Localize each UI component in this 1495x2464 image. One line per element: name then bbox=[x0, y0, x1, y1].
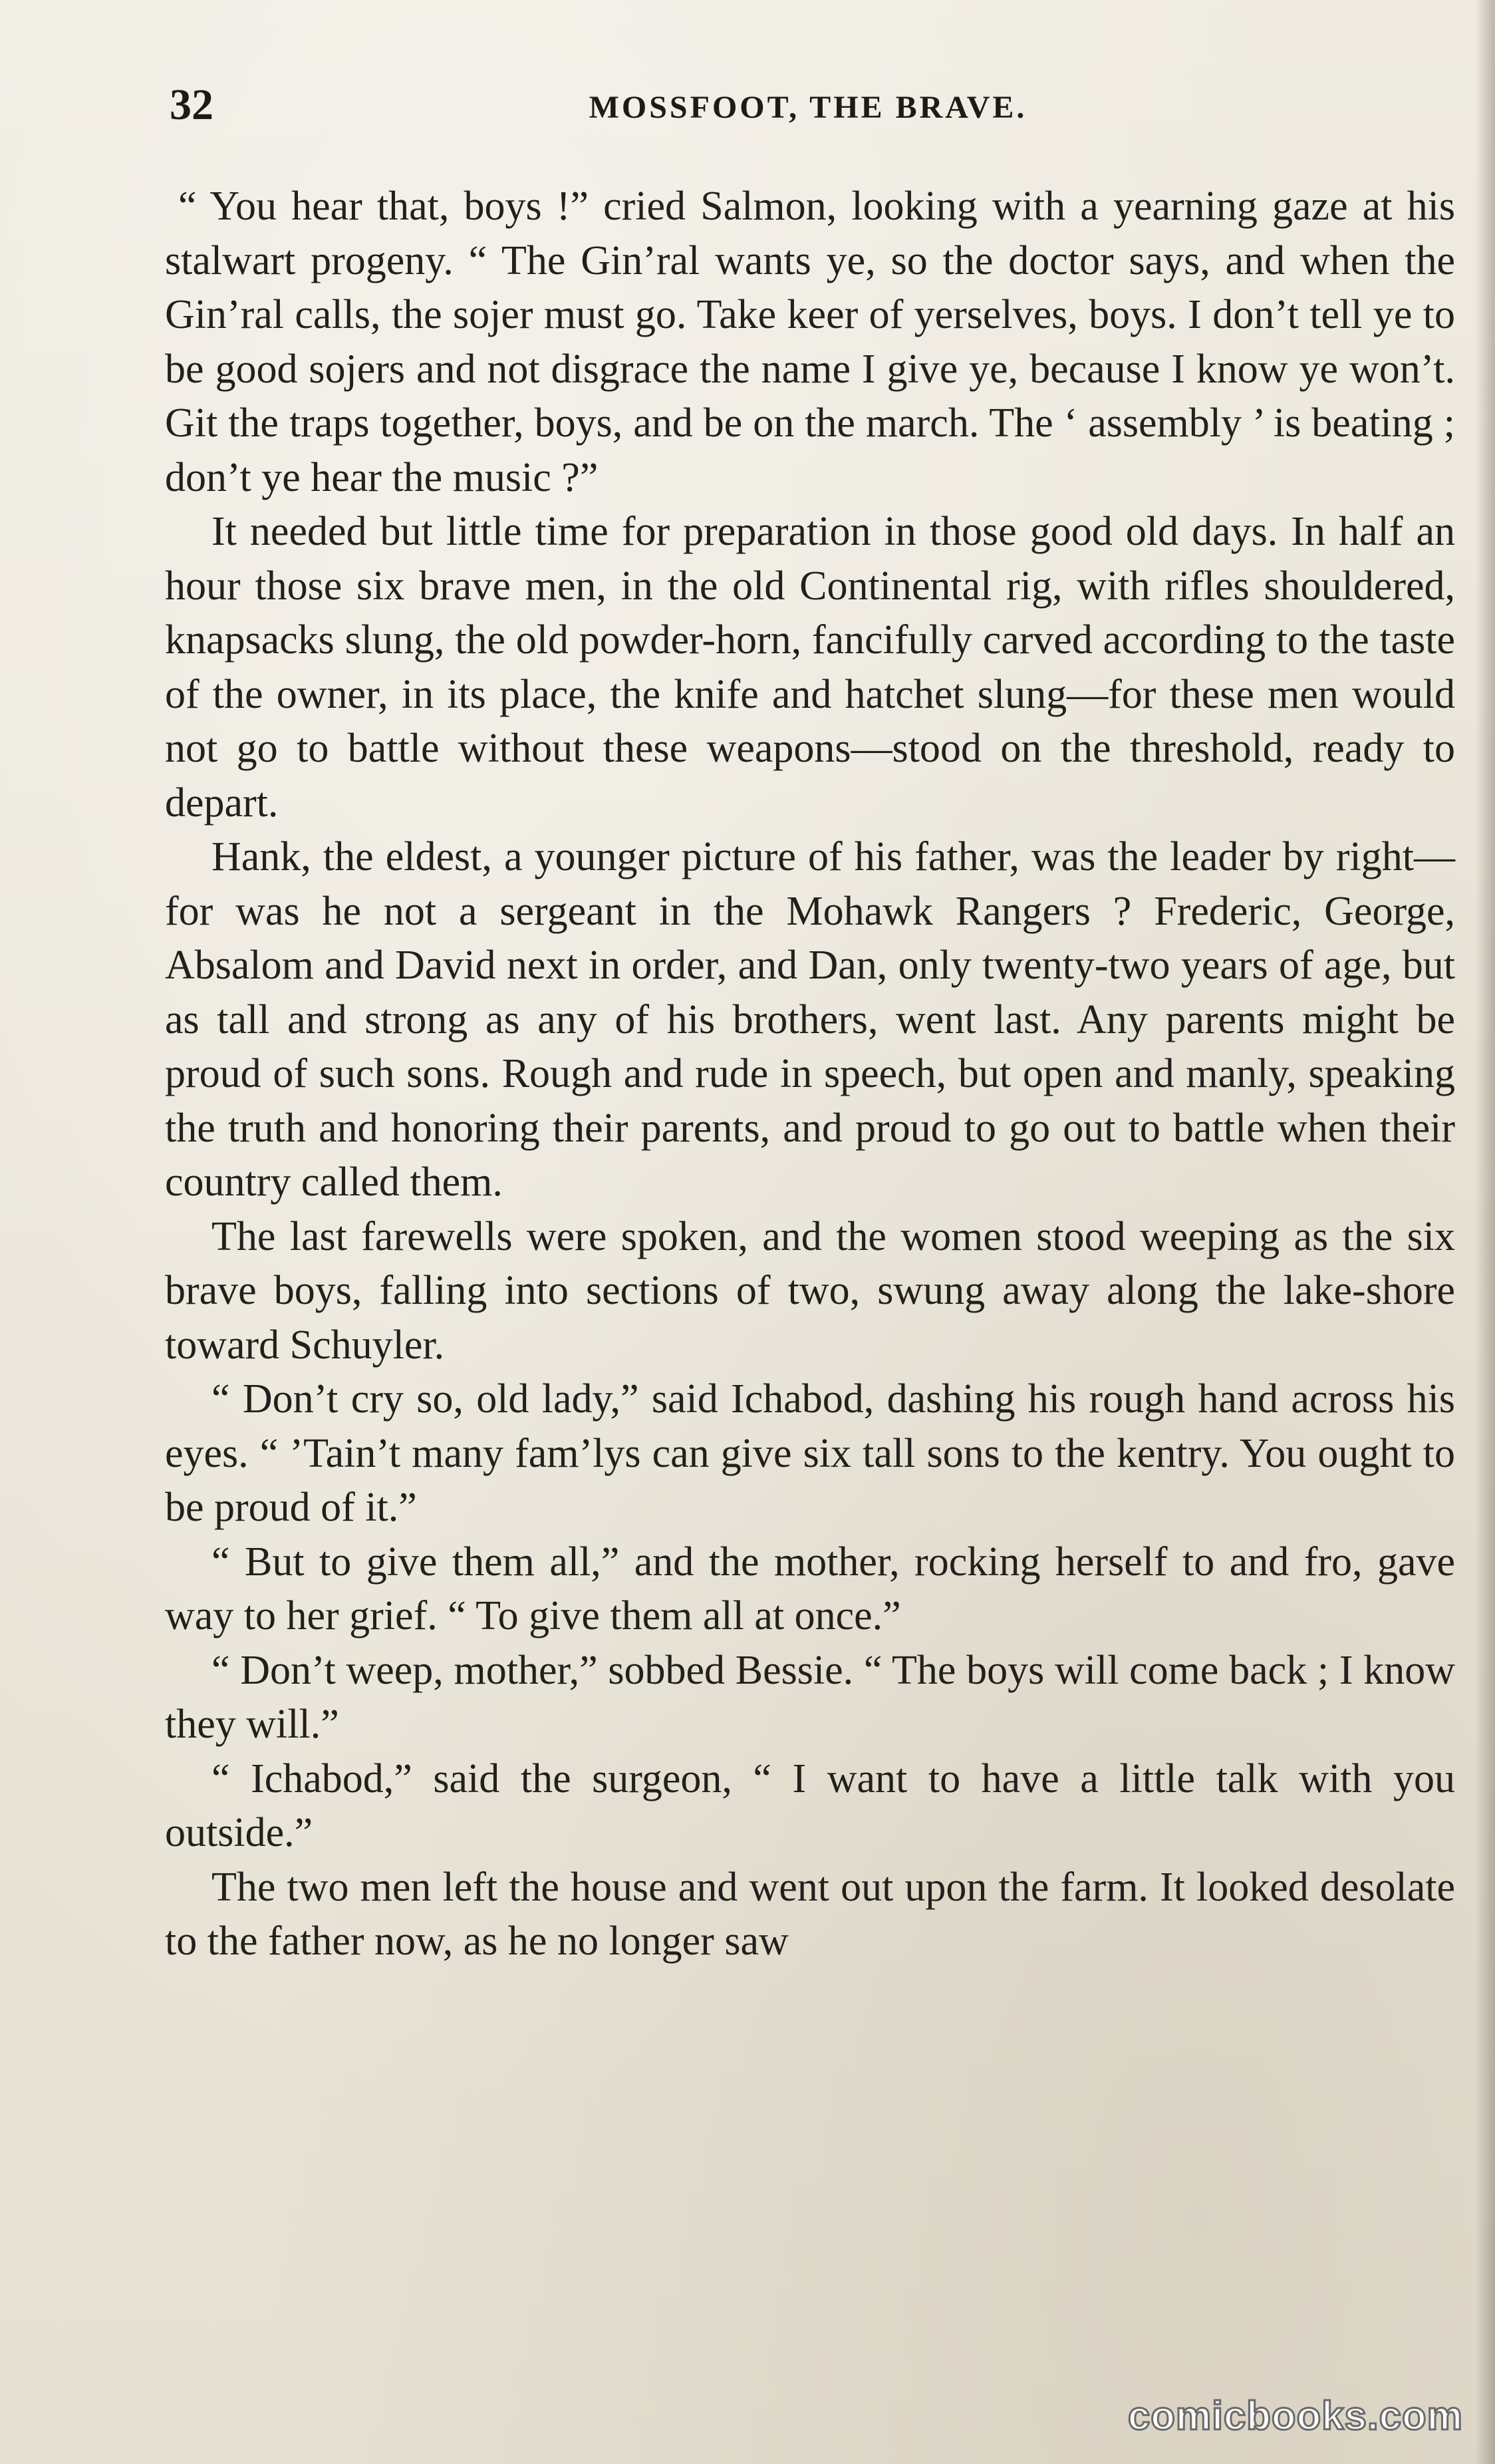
page-number: 32 bbox=[170, 80, 213, 129]
paragraph: “ Ichabod,” said the surgeon, “ I want to have a little talk with you outside.” bbox=[165, 1756, 1455, 1855]
paragraph: “ Don’t weep, mother,” sobbed Bessie. “ The boys will come back ; I know they will.” bbox=[165, 1647, 1455, 1747]
paragraph: “ But to give them all,” and the mother, rocking herself to and fro, gave way to her grief. “ To give them all at once.” bbox=[165, 1539, 1455, 1638]
page-edge-shadow bbox=[1475, 0, 1495, 2464]
paragraph: It needed but little time for preparation in those good old days. In half an hour those six brave men, in the old Continental rig, with rifles shouldered, knapsacks slung, the old powder-horn, fancifully carved according to the taste of the owner, in its place, the knife and hatchet slung—for these men would not go to battle without these weapons—stood on the threshold, ready to depart. bbox=[165, 509, 1455, 826]
paragraph: “ You hear that, boys !” cried Salmon, looking with a yearning gaze at his stalwart progeny. “ The Gin’ral wants ye, so the doctor says, and when the Gin’ral calls, the sojer must go. Take keer of yerselves, boys. I don’t tell ye to be good sojers and not disgrace the name I give ye, because I know ye won’t. Git the traps together, boys, and be on the march. The ‘ assembly ’ is beating ; don’t ye hear the music ?” bbox=[165, 184, 1455, 500]
paragraph: The last farewells were spoken, and the women stood weeping as the six brave boys, falling into sections of two, swung away along the lake-shore toward Schuyler. bbox=[165, 1213, 1455, 1368]
paragraph: The two men left the house and went out upon the farm. It looked desolate to the father now, as he no longer saw bbox=[165, 1864, 1455, 1964]
page-header bbox=[170, 80, 1446, 140]
paragraph: “ Don’t cry so, old lady,” said Ichabod, dashing his rough hand across his eyes. “ ’Tain’t many fam’lys can give six tall sons to the kentry. You ought to be proud of it.” bbox=[165, 1376, 1455, 1530]
watermark: comicbooks.com bbox=[1127, 2393, 1463, 2438]
body-text bbox=[165, 180, 1455, 1969]
paragraph: Hank, the eldest, a younger picture of his father, was the leader by right—for was he not a sergeant in the Mohawk Rangers ? Frederic, George, Absalom and David next in order, and Dan, only twenty-two years of age, but as tall and strong as any of his brothers, went last. Any parents might be proud of such sons. Rough and rude in speech, but open and manly, speaking the truth and honoring their parents, and proud to go out to battle when their country called them. bbox=[165, 834, 1455, 1205]
running-title: MOSSFOOT, THE BRAVE. bbox=[589, 90, 1027, 125]
